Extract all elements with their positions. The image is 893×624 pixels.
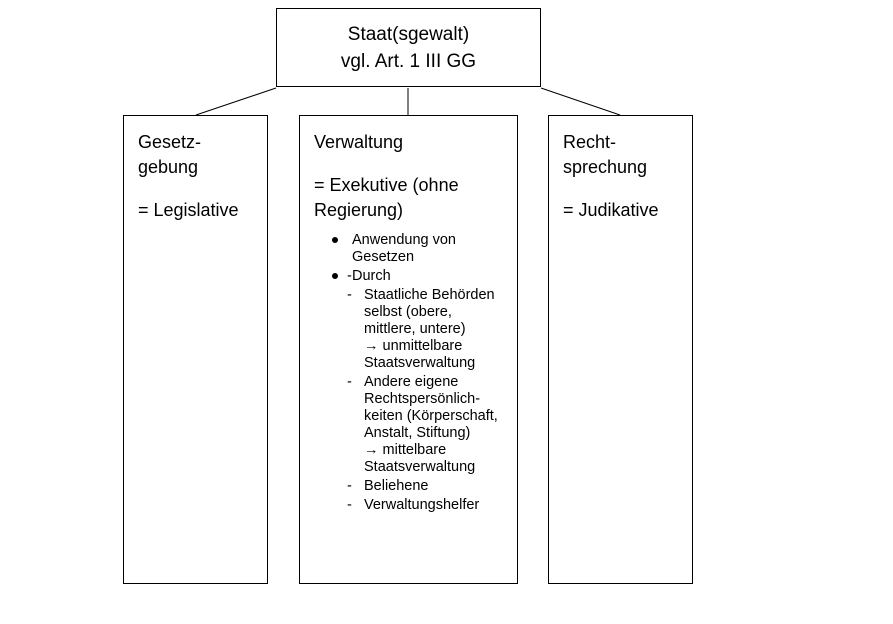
judiciary-subtitle: = Judikative [563, 200, 659, 220]
legislative-title-line2: gebung [138, 157, 199, 177]
legislative-box [123, 115, 268, 584]
administration-sub-list [314, 287, 505, 514]
bullet-dot-icon [332, 273, 338, 279]
list-item [314, 497, 505, 514]
sub-item-line: selbst (obere, [364, 304, 452, 320]
judiciary-title-line1: Recht- [563, 132, 617, 152]
administration-subtitle-line2: Regierung) [314, 200, 404, 220]
arrow-line: → unmittelbare [364, 338, 463, 354]
list-item [314, 374, 505, 476]
judiciary-box [548, 115, 693, 584]
sub-item-line: Anstalt, Stiftung) [364, 425, 471, 441]
dash-marker: - [347, 478, 352, 494]
list-item [314, 232, 505, 266]
administration-bullet-list [314, 232, 505, 266]
sub-item-line: mittlere, untere) [364, 321, 466, 337]
administration-box [299, 115, 518, 584]
list-item [314, 268, 505, 285]
sub-item-line: Rechtspersönlich- [364, 391, 481, 407]
sub-item-line: keiten (Körperschaft, [364, 408, 498, 424]
list-item [314, 478, 505, 495]
state-power-reference: vgl. Art. 1 III GG [340, 50, 477, 72]
administration-title: Verwaltung [314, 132, 404, 152]
judiciary-title-line2: sprechung [563, 157, 648, 177]
dash-marker: - [347, 497, 352, 513]
bullet-dot-icon [332, 237, 338, 243]
dash-marker: - [347, 287, 352, 303]
administration-subtitle-line1: = Exekutive (ohne [314, 175, 459, 195]
bullet-text-line1: Durch [352, 268, 391, 284]
legislative-title-line1: Gesetz- [138, 132, 202, 152]
bullet-text-line2: Gesetzen [352, 249, 415, 265]
arrow-line: Staatsverwaltung [364, 355, 476, 371]
arrow-line: → mittelbare [364, 442, 447, 458]
sub-item-line: Beliehene [364, 478, 429, 494]
state-power-box [276, 8, 541, 87]
sub-item-line: Andere eigene [364, 374, 459, 390]
state-power-title: Staat(sgewalt) [347, 23, 470, 45]
list-item [314, 287, 505, 372]
bullet-text-line1: Anwendung von [352, 232, 456, 248]
administration-bullet-list-2 [314, 268, 505, 285]
dash-marker: - [347, 268, 352, 284]
sub-item-line: Staatliche Behörden [364, 287, 495, 303]
dash-marker: - [347, 374, 352, 390]
arrow-line: Staatsverwaltung [364, 459, 476, 475]
legislative-subtitle: = Legislative [138, 200, 239, 220]
sub-item-line: Verwaltungshelfer [364, 497, 480, 513]
